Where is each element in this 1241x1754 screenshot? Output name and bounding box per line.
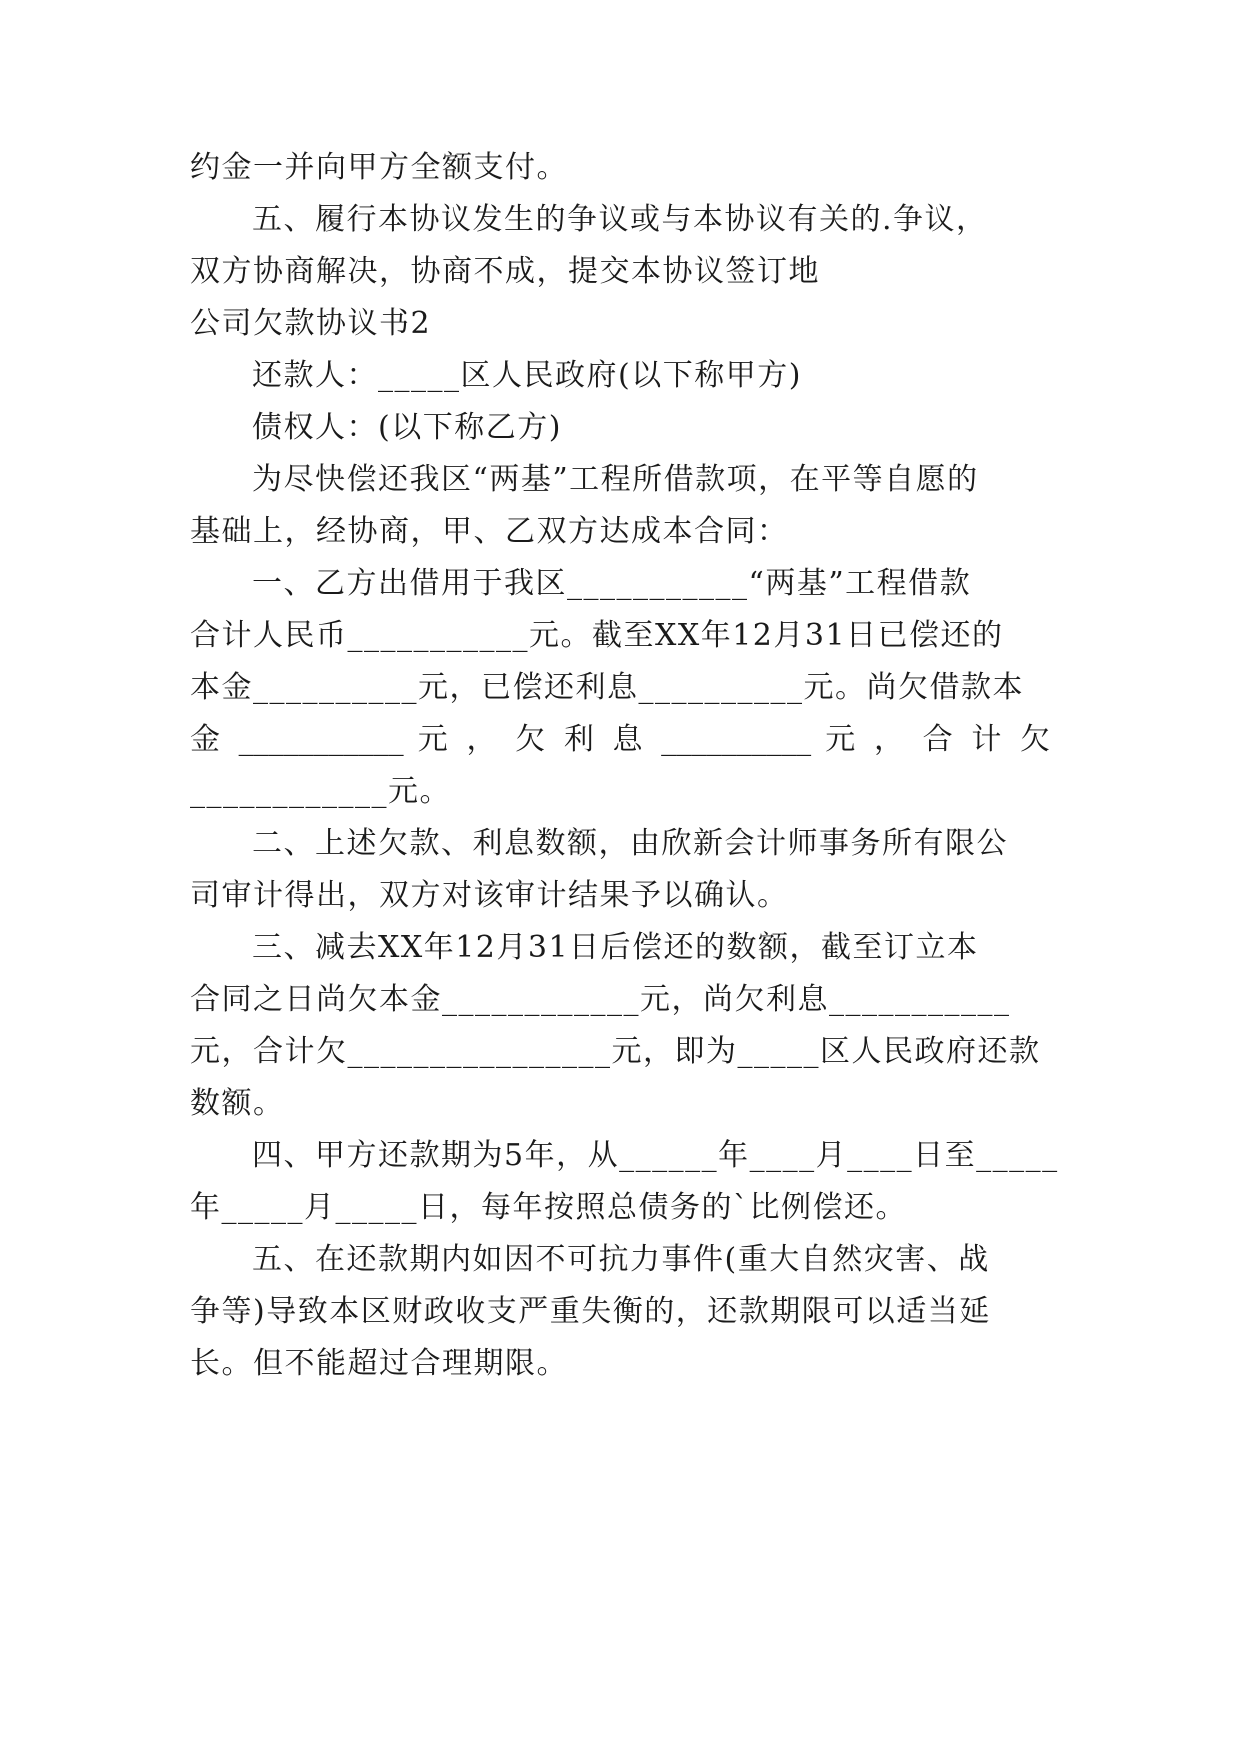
text-line: 基础上，经协商，甲、乙双方达成本合同： (190, 514, 789, 549)
text-line: 五、在还款期内如因不可抗力事件(重大自然灾害、战 (252, 1242, 990, 1277)
text-line: 还款人：_____区人民政府(以下称甲方) (252, 358, 802, 393)
text-line: 四、甲方还款期为5年，从______年____月____日至_____ (252, 1138, 1059, 1173)
text-line: 二、上述欠款、利息数额，由欣新会计师事务所有限公 (252, 826, 1008, 861)
text-line: 司审计得出，双方对该审计结果予以确认。 (190, 878, 789, 913)
text-line: 合计人民币___________元。截至XX年12月31日已偿还的 (190, 618, 1004, 653)
text-line: 合同之日尚欠本金____________元，尚欠利息___________ (190, 982, 1011, 1017)
text-line: 年_____月_____日，每年按照总债务的`比例偿还。 (190, 1190, 907, 1225)
text-line: 双方协商解决，协商不成，提交本协议签订地 (190, 254, 820, 289)
text-line: 长。但不能超过合理期限。 (190, 1346, 568, 1381)
text-line: 债权人：(以下称乙方) (252, 410, 562, 445)
text-line: 本金__________元，已偿还利息__________元。尚欠借款本 (190, 670, 1024, 705)
text-line: 金 ___________ 元 ， 欠 利 息 __________ 元 ， 合 计 欠 (190, 722, 1050, 757)
text-line: 为尽快偿还我区“两基”工程所借款项，在平等自愿的 (252, 462, 979, 497)
text-line: 争等)导致本区财政收支严重失衡的，还款期限可以适当延 (190, 1294, 991, 1329)
text-line: 约金一并向甲方全额支付。 (190, 150, 568, 185)
text-line: 元，合计欠________________元，即为_____区人民政府还款 (190, 1034, 1041, 1069)
text-line: ____________元。 (190, 774, 451, 809)
text-line: 数额。 (190, 1086, 285, 1121)
text-line: 三、减去XX年12月31日后偿还的数额，截至订立本 (252, 930, 979, 965)
text-line: 五、履行本协议发生的争议或与本协议有关的.争议， (252, 202, 988, 237)
text-line: 一、乙方出借用于我区___________“两基”工程借款 (252, 566, 972, 601)
section-title: 公司欠款协议书2 (190, 306, 432, 341)
